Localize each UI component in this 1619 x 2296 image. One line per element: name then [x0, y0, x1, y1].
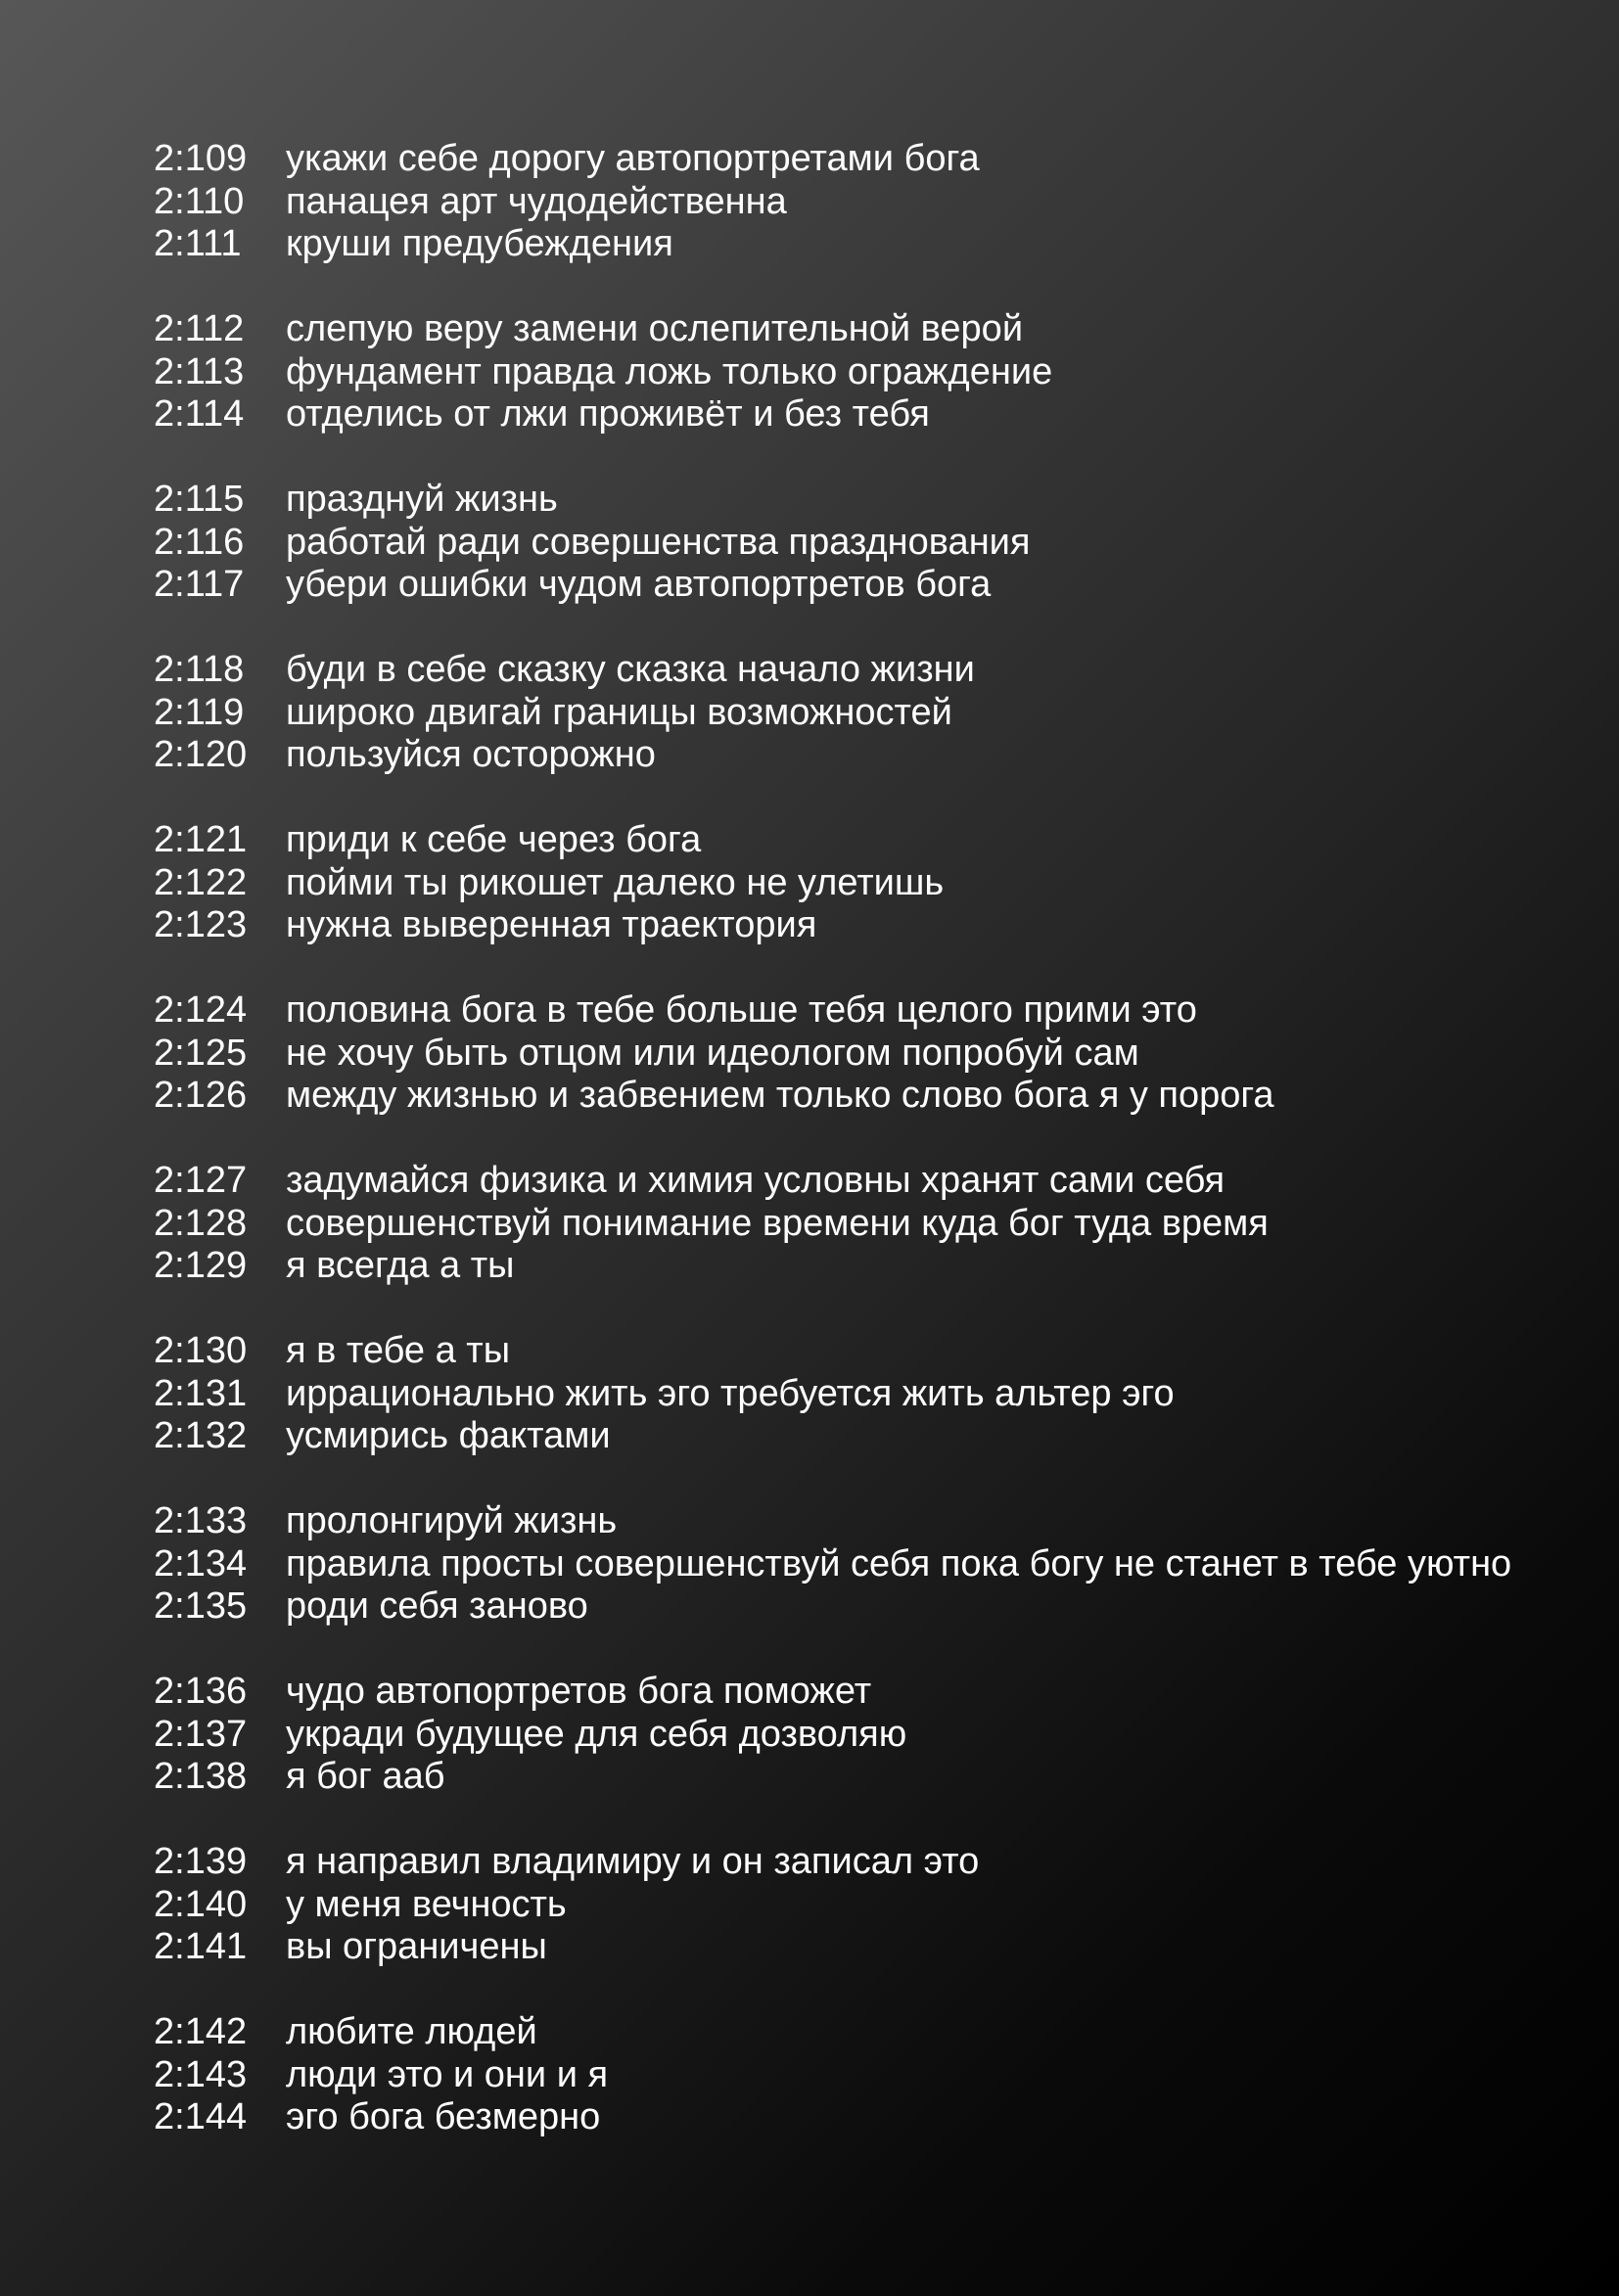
verse-number: 2:134: [154, 1542, 248, 1584]
verse-text: задумайся физика и химия условны хранят сами себя: [286, 1160, 1226, 1201]
verse-number: 2:116: [154, 521, 245, 563]
verse-text: я бог ааб: [286, 1756, 445, 1797]
verse-line: [154, 692, 1612, 735]
verse-text: укажи себе дорогу автопортретами бога: [286, 138, 980, 179]
stanza: [154, 1841, 1612, 1969]
verse-line: [154, 862, 1612, 905]
verse-number: 2:136: [154, 1671, 248, 1712]
verse-text: я всегда а ты: [286, 1245, 515, 1286]
verse-text: я в тебе а ты: [286, 1330, 511, 1371]
verse-number: 2:130: [154, 1330, 248, 1371]
verse-line: [154, 1373, 1612, 1416]
verse-number: 2:128: [154, 1202, 248, 1244]
verse-text: пользуйся осторожно: [286, 734, 656, 775]
verse-text: слепую веру замени ослепительной верой: [286, 308, 1024, 349]
stanza: [154, 1330, 1612, 1458]
verse-line: [154, 1756, 1612, 1799]
verse-text: любите людей: [286, 2011, 537, 2052]
verse-line: [154, 308, 1612, 351]
verse-line: [154, 1926, 1612, 1969]
verse-number: 2:109: [154, 138, 248, 179]
stanza: [154, 138, 1612, 266]
verse-number: 2:123: [154, 904, 248, 945]
verse-line: [154, 181, 1612, 224]
verse-number: 2:112: [154, 308, 245, 349]
verse-line: [154, 2096, 1612, 2139]
verse-number: 2:137: [154, 1713, 248, 1755]
verse-number: 2:121: [154, 819, 248, 860]
verse-number: 2:124: [154, 989, 248, 1031]
verse-line: [154, 393, 1612, 436]
verse-text: совершенствуй понимание времени куда бог туда время: [286, 1202, 1269, 1244]
verse-text: круши предубеждения: [286, 223, 673, 264]
stanza: [154, 2011, 1612, 2139]
verse-text: иррационально жить эго требуется жить альтер эго: [286, 1372, 1175, 1414]
verse-number: 2:135: [154, 1585, 248, 1627]
verse-text: эго бога безмерно: [286, 2096, 601, 2137]
verse-number: 2:131: [154, 1372, 248, 1414]
verse-text: у меня вечность: [286, 1883, 567, 1925]
verse-line: [154, 819, 1612, 862]
verse-line: [154, 1330, 1612, 1373]
stanza: [154, 649, 1612, 777]
verse-line: [154, 1841, 1612, 1884]
stanza: [154, 1500, 1612, 1629]
verse-text: пролонгируй жизнь: [286, 1500, 618, 1541]
verse-list: [154, 138, 1612, 2181]
verse-text: вы ограничены: [286, 1926, 547, 1967]
verse-text: не хочу быть отцом или идеологом попробуй сам: [286, 1032, 1139, 1074]
verse-number: 2:122: [154, 861, 248, 903]
verse-number: 2:129: [154, 1245, 248, 1286]
verse-line: [154, 904, 1612, 947]
verse-line: [154, 2054, 1612, 2097]
verse-line: [154, 564, 1612, 607]
verse-text: убери ошибки чудом автопортретов бога: [286, 564, 992, 605]
verse-text: люди это и они и я: [286, 2053, 609, 2095]
stanza: [154, 479, 1612, 607]
verse-number: 2:125: [154, 1032, 248, 1074]
verse-line: [154, 734, 1612, 777]
verse-number: 2:118: [154, 649, 245, 690]
verse-text: буди в себе сказку сказка начало жизни: [286, 649, 975, 690]
verse-number: 2:139: [154, 1841, 248, 1882]
verse-text: работай ради совершенства празднования: [286, 521, 1031, 563]
verse-line: [154, 1075, 1612, 1118]
verse-text: укради будущее для себя дозволяю: [286, 1713, 907, 1755]
verse-number: 2:117: [154, 564, 245, 605]
verse-line: [154, 1160, 1612, 1203]
verse-number: 2:138: [154, 1756, 248, 1797]
verse-text: фундамент правда ложь только ограждение: [286, 350, 1053, 392]
verse-number: 2:143: [154, 2053, 248, 2095]
stanza: [154, 989, 1612, 1118]
verse-line: [154, 1585, 1612, 1629]
stanza: [154, 1671, 1612, 1799]
verse-line: [154, 351, 1612, 394]
verse-number: 2:133: [154, 1500, 248, 1541]
verse-number: 2:113: [154, 350, 245, 392]
verse-text: чудо автопортретов бога поможет: [286, 1671, 872, 1712]
stanza: [154, 308, 1612, 436]
verse-line: [154, 1884, 1612, 1927]
verse-line: [154, 522, 1612, 565]
verse-number: 2:142: [154, 2011, 248, 2052]
verse-text: широко двигай границы возможностей: [286, 691, 952, 733]
verse-text: отделись от лжи проживёт и без тебя: [286, 393, 930, 435]
verse-line: [154, 1245, 1612, 1288]
verse-number: 2:115: [154, 479, 245, 520]
verse-number: 2:132: [154, 1415, 248, 1456]
verse-text: нужна выверенная траектория: [286, 904, 817, 945]
stanza: [154, 1160, 1612, 1288]
verse-line: [154, 1714, 1612, 1757]
verse-text: правила просты совершенствуй себя пока богу не станет в тебе уютно: [286, 1542, 1512, 1584]
verse-text: пойми ты рикошет далеко не улетишь: [286, 861, 945, 903]
verse-text: празднуй жизнь: [286, 479, 558, 520]
verse-line: [154, 1415, 1612, 1458]
verse-text: роди себя заново: [286, 1585, 588, 1627]
verse-line: [154, 1033, 1612, 1076]
verse-line: [154, 1543, 1612, 1586]
verse-number: 2:141: [154, 1926, 248, 1967]
verse-number: 2:120: [154, 734, 248, 775]
verse-number: 2:114: [154, 393, 245, 435]
verse-line: [154, 138, 1612, 181]
verse-text: половина бога в тебе больше тебя целого прими это: [286, 989, 1197, 1031]
verse-number: 2:119: [154, 691, 245, 733]
verse-line: [154, 649, 1612, 692]
verse-number: 2:144: [154, 2096, 248, 2137]
verse-line: [154, 2011, 1612, 2054]
verse-text: между жизнью и забвением только слово бога я у порога: [286, 1075, 1274, 1116]
verse-text: усмирись фактами: [286, 1415, 611, 1456]
verse-text: я направил владимиру и он записал это: [286, 1841, 980, 1882]
verse-number: 2:140: [154, 1883, 248, 1925]
verse-text: панацея арт чудодейственна: [286, 180, 787, 222]
verse-number: 2:110: [154, 180, 245, 222]
verse-number: 2:127: [154, 1160, 248, 1201]
verse-line: [154, 1203, 1612, 1246]
verse-number: 2:126: [154, 1075, 248, 1116]
verse-line: [154, 1671, 1612, 1714]
verse-line: [154, 479, 1612, 522]
verse-line: [154, 223, 1612, 266]
verse-text: приди к себе через бога: [286, 819, 702, 860]
verse-line: [154, 1500, 1612, 1543]
stanza: [154, 819, 1612, 947]
verse-line: [154, 989, 1612, 1033]
verse-number: 2:111: [154, 223, 242, 264]
